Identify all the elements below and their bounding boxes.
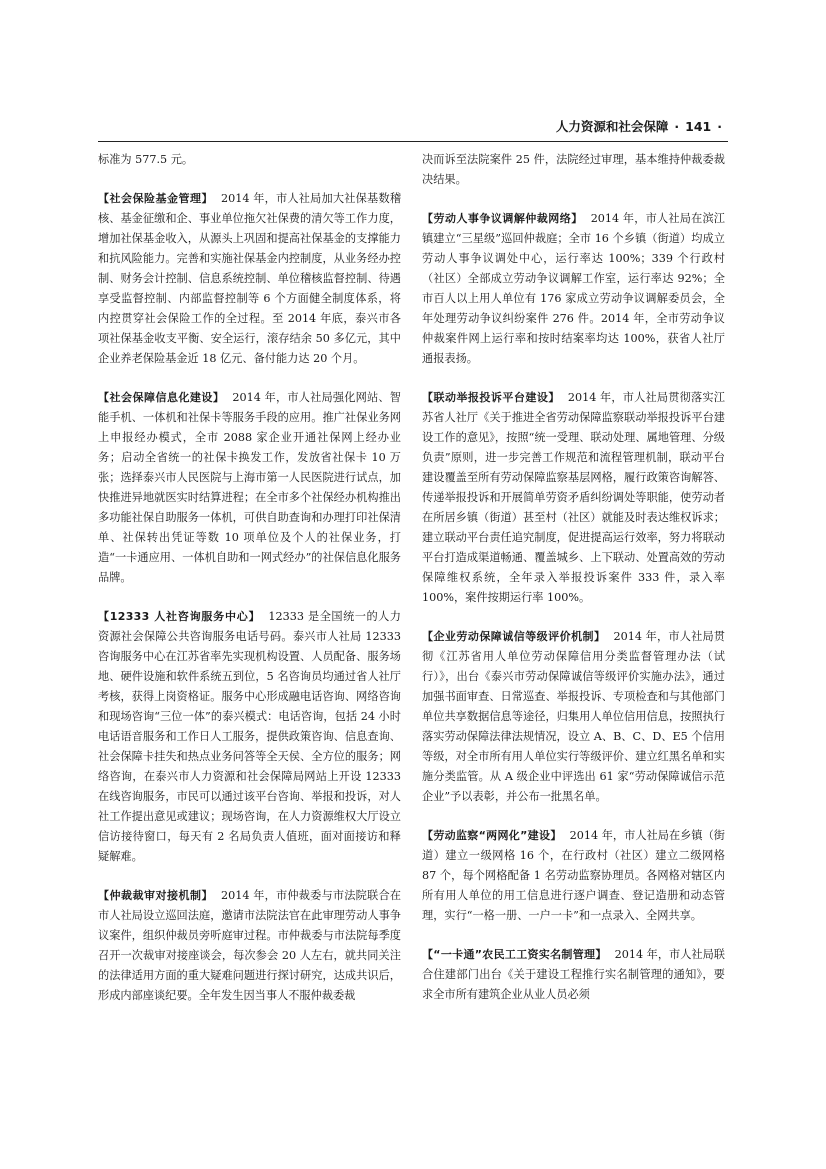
paragraph-body: 决而诉至法院案件 25 件，法院经过审理，基本维持仲裁委裁决结果。 bbox=[422, 153, 725, 186]
paragraph bbox=[98, 150, 401, 170]
paragraph-body: 2014 年，市人社局贯彻《江苏省用人单位劳动保障信用分类监督管理办法（试行）》，出台《泰兴市劳动保障诚信等级评价实施办法》，通过加强书面审查、日常巡查、举报投诉、专项检查和与其他部门单位共享数据信息等途径，归集用人单位信用信息，按照执行落实劳动保障法律法规情况，设立 A、B、C、D、E5 个信用等级，对全市所有用人单位实行等级评价、建立红黑名单和实施分类监管。从 A 级企业中评选出 61 家“劳动保障诚信示范企业”予以表彰，并公布一批黑名单。 bbox=[422, 630, 725, 803]
paragraph bbox=[98, 388, 401, 588]
right-column bbox=[422, 150, 725, 1005]
header-bullet-end: · bbox=[717, 119, 722, 134]
paragraph bbox=[98, 189, 401, 369]
paragraph-body: 2014 年，市人社局贯彻落实江苏省人社厅《关于推进全省劳动保障监察联动举报投诉平台建设工作的意见》，按照“统一受理、联动处理、属地管理、分级负责”原则，进一步完善工作规范和流程管理机制，联动平台建设覆盖至所有劳动保障监察基层网格，履行政策咨询解答、传递举报投诉和开展简单劳资矛盾纠纷调处等职能，使劳动者在所居乡镇（街道）甚至村（社区）就能及时表达维权诉求；建立联动平台责任追究制度，促进提高运行效率，努力将联动平台打造成渠道畅通、覆盖城乡、上下联动、处置高效的劳动保障维权系统，全年录入举报投诉案件 333 件，录入率 100%，案件按期运行率 100%。 bbox=[422, 391, 725, 604]
paragraph-body: 2014 年，市人社局联合住建部门出台《关于建设工程推行实名制管理的通知》，要求全市所有建筑企业从业人员必须 bbox=[422, 948, 725, 1001]
paragraph-body: 2014 年，市人社局在乡镇（街道）建立一级网格 16 个，在行政村（社区）建立二级网格 87 个，每个网格配备 1 名劳动监察协理员。各网格对辖区内所有用人单位的用工信息进行逐户调查、登记造册和动态管理，实行“一格一册、一户一卡”和一点录入、全网共享。 bbox=[422, 829, 725, 922]
paragraph bbox=[422, 388, 725, 608]
paragraph bbox=[422, 627, 725, 807]
paragraph bbox=[98, 886, 401, 1006]
paragraph-heading: 【劳动人事争议调解仲裁网络】 bbox=[422, 212, 583, 225]
paragraph-heading: 【社会保险基金管理】 bbox=[98, 192, 213, 205]
paragraph bbox=[422, 826, 725, 926]
paragraph-heading: 【仲裁裁审对接机制】 bbox=[98, 889, 213, 902]
paragraph-heading: 【企业劳动保障诚信等级评价机制】 bbox=[422, 630, 606, 643]
paragraph-heading: 【联动举报投诉平台建设】 bbox=[422, 391, 560, 404]
paragraph-heading: 【社会保障信息化建设】 bbox=[98, 391, 225, 404]
header-bullet: · bbox=[674, 119, 680, 134]
paragraph bbox=[422, 150, 725, 190]
running-header bbox=[98, 118, 728, 140]
paragraph-body: 标准为 577.5 元。 bbox=[98, 153, 194, 166]
paragraph-body: 2014 年，市人社局加大社保基数稽核、基金征缴和企、事业单位拖欠社保费的清欠等工作力度，增加社保基金收入，从源头上巩固和提高社保基金的支撑能力和抗风险能力。完善和实施社保基金内控制度，从业务经办控制、财务会计控制、信息系统控制、单位稽核监督控制、待遇享受监督控制、内部监督控制等 6 个方面健全制度体系，将内控贯穿社会保险工作的全过程。至 2014 年底，泰兴市各项社保基金收支平衡、安全运行，滚存结余 50 多亿元，其中企业养老保险基金近 18 亿元、备付能力达 20 个月。 bbox=[98, 192, 402, 365]
paragraph-body: 2014 年，市人社局在滨江镇建立“三星级”巡回仲裁庭；全市 16 个乡镇（街道）均成立劳动人事争议调处中心，运行率达 100%；339 个行政村（社区）全部成立劳动争议调解工作室，运行率达 92%；全市百人以上用人单位有 176 家成立劳动争议调解委员会，全年处理劳动争议纠纷案件 276 件。2014 年，全市劳动争议仲裁案件网上运行率和按时结案率均达 100%，获省人社厅通报表扬。 bbox=[422, 212, 725, 365]
paragraph-body: 2014 年，市人社局强化网站、智能手机、一体机和社保卡等服务手段的应用。推广社保业务网上申报经办模式，全市 2088 家企业开通社保网上经办业务；启动全省统一的社保卡换发工作，发放省社保卡 10 万张；选择泰兴市人民医院与上海市第一人民医院进行试点，加快推进异地就医实时结算进程；在全市多个社保经办机构推出多功能社保自助服务一体机，可供自助查询和办理打印社保清单、社保转出凭证等数 10 项单位及个人的社保业务，打造“一卡通应用、一体机自助和一网式经办”的社保信息化服务品牌。 bbox=[98, 391, 401, 584]
paragraph-heading: 【12333 人社咨询服务中心】 bbox=[98, 610, 261, 623]
header-section-title: 人力资源和社会保障 bbox=[555, 119, 669, 134]
paragraph bbox=[98, 607, 401, 867]
paragraph-body: 12333 是全国统一的人力资源社会保障公共咨询服务电话号码。泰兴市人社局 12333 咨询服务中心在江苏省率先实现机构设置、人员配备、服务场地、硬件设施和软件系统五到位，5 名咨询员均通过省人社厅考核，获得上岗资格证。服务中心形成融电话咨询、网络咨询和现场咨询“三位一体”的泰兴模式：电话咨询，包括 24 小时电话语音服务和工作日人工服务，提供政策咨询、信息查询、社会保障卡挂失和热点业务问答等全天侯、全方位的服务；网络咨询，在泰兴市人力资源和社会保障局网站上开设 12333 在线咨询服务，市民可以通过该平台咨询、举报和投诉，对人社工作提出意见或建议；现场咨询，在人力资源维权大厅设立信访接待窗口，每天有 2 名局负责人值班，面对面接访和释疑解难。 bbox=[98, 610, 401, 863]
header-page-number: 141 bbox=[685, 119, 712, 134]
paragraph-heading: 【“一卡通”农民工工资实名制管理】 bbox=[422, 948, 607, 961]
header-rule bbox=[98, 141, 728, 142]
paragraph bbox=[422, 945, 725, 1005]
paragraph-body: 2014 年，市仲裁委与市法院联合在市人社局设立巡回法庭，邀请市法院法官在此审理劳动人事争议案件，组织仲裁员旁听庭审过程。市仲裁委与市法院每季度召开一次裁审对接座谈会，每次参会 20 人左右，就共同关注的法律适用方面的重大疑难问题进行探讨研究，达成共识后，形成内部座谈纪要。全年发生因当事人不服仲裁委裁 bbox=[98, 889, 402, 1002]
left-column bbox=[98, 150, 401, 1006]
paragraph bbox=[422, 209, 725, 369]
paragraph-heading: 【劳动监察“两网化”建设】 bbox=[422, 829, 562, 842]
